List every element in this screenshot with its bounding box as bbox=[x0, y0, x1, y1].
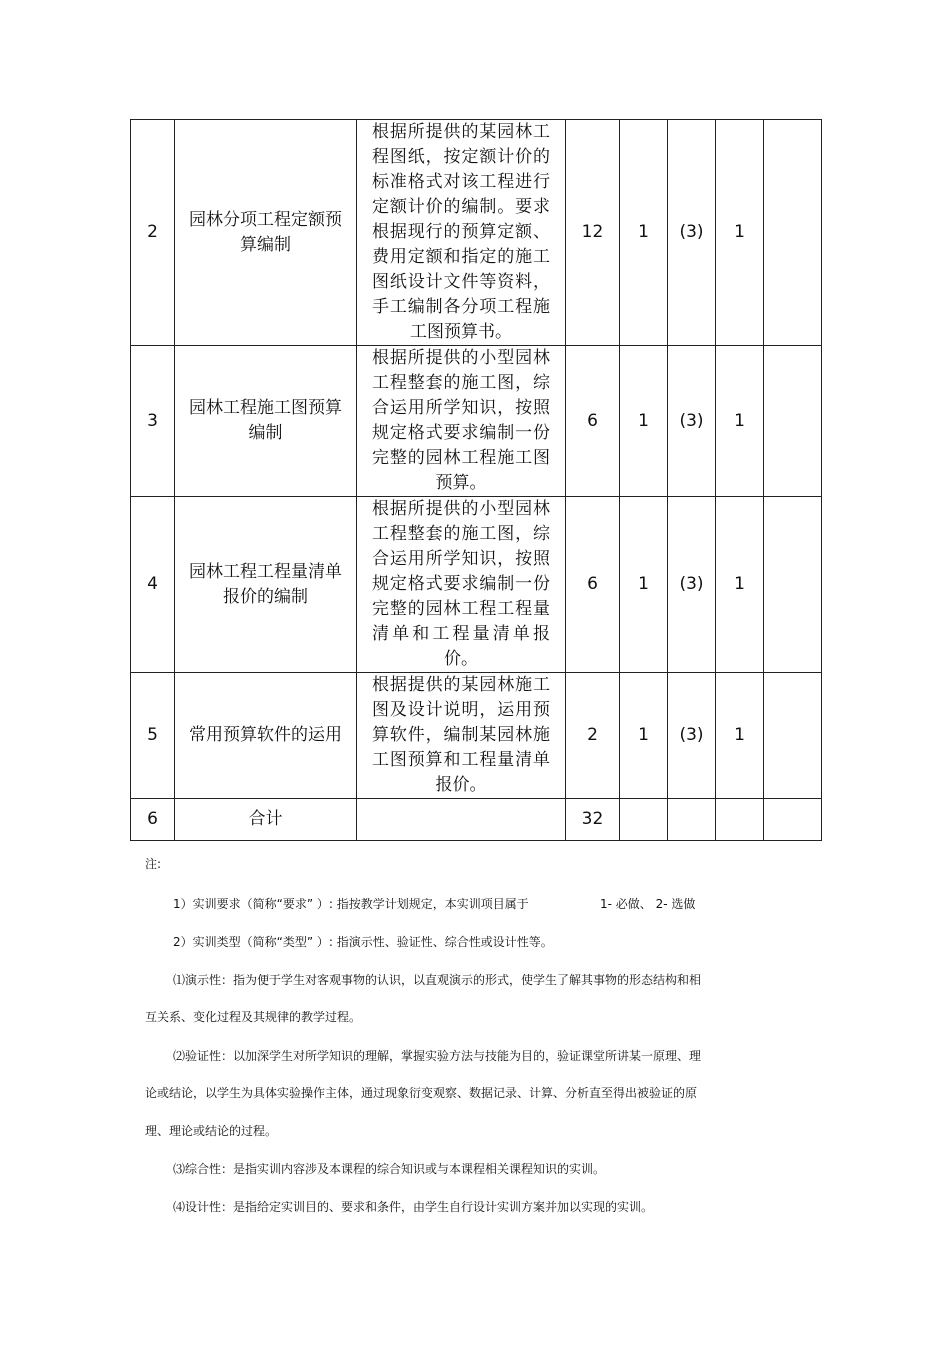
project-name-cell bbox=[175, 799, 357, 841]
project-description-cell bbox=[357, 346, 566, 497]
table-row bbox=[131, 120, 822, 346]
note-requirement-values: 1- 必做、 2- 选做 bbox=[600, 897, 696, 911]
row-number: 6 bbox=[131, 799, 175, 841]
col8-cell bbox=[764, 346, 822, 497]
total-hours-cell: 32 bbox=[566, 799, 620, 841]
note-verification-line1: ⑵验证性：以加深学生对所学知识的理解，掌握实验方法与技能为目的，验证课堂所讲某一原理、理 bbox=[173, 1049, 702, 1063]
row-number: 4 bbox=[131, 497, 175, 673]
col5-cell: 1 bbox=[620, 497, 668, 673]
hours-cell: 6 bbox=[566, 346, 620, 497]
col6-cell: (3) bbox=[668, 673, 716, 799]
project-description-cell bbox=[357, 799, 566, 841]
row-number: 2 bbox=[131, 120, 175, 346]
col5-cell: 1 bbox=[620, 673, 668, 799]
col5-cell bbox=[620, 799, 668, 841]
col8-cell bbox=[764, 673, 822, 799]
note-demonstrative-line2: 互关系、变化过程及其规律的教学过程。 bbox=[145, 1010, 362, 1024]
row-number: 3 bbox=[131, 346, 175, 497]
project-name-cell bbox=[175, 346, 357, 497]
note-design: ⑷设计性：是指给定实训目的、要求和条件，由学生自行设计实训方案并加以实现的实训。 bbox=[173, 1200, 654, 1214]
col6-cell: (3) bbox=[668, 497, 716, 673]
project-name-cell bbox=[175, 497, 357, 673]
note-verification-line3: 理、理论或结论的过程。 bbox=[145, 1124, 278, 1138]
table-row bbox=[131, 346, 822, 497]
col5-cell: 1 bbox=[620, 120, 668, 346]
project-description-cell bbox=[357, 497, 566, 673]
project-name: 园林分项工程定额预算编制 bbox=[189, 209, 342, 255]
hours-cell: 2 bbox=[566, 673, 620, 799]
row-number: 5 bbox=[131, 673, 175, 799]
col6-cell: (3) bbox=[668, 120, 716, 346]
total-row bbox=[131, 799, 822, 841]
project-name: 常用预算软件的运用 bbox=[189, 725, 342, 745]
project-name: 园林工程工程量清单报价的编制 bbox=[189, 561, 342, 607]
note-comprehensive: ⑶综合性：是指实训内容涉及本课程的综合知识或与本课程相关课程知识的实训。 bbox=[173, 1162, 606, 1176]
hours-cell: 12 bbox=[566, 120, 620, 346]
col7-cell: 1 bbox=[716, 346, 764, 497]
col8-cell bbox=[764, 497, 822, 673]
hours-cell: 6 bbox=[566, 497, 620, 673]
col5-cell: 1 bbox=[620, 346, 668, 497]
project-name-cell bbox=[175, 673, 357, 799]
col7-cell: 1 bbox=[716, 120, 764, 346]
table-row bbox=[131, 673, 822, 799]
col8-cell bbox=[764, 799, 822, 841]
col8-cell bbox=[764, 120, 822, 346]
table-row bbox=[131, 497, 822, 673]
note-verification-line2: 论或结论，以学生为具体实验操作主体，通过现象衍变观察、数据记录、计算、分析直至得出被验证的原 bbox=[145, 1086, 698, 1100]
col6-cell bbox=[668, 799, 716, 841]
course-table bbox=[130, 119, 822, 841]
note-requirement: 1）实训要求（简称“要求” ）: 指按教学计划规定，本实训项目属于 bbox=[173, 897, 529, 911]
project-name: 园林工程施工图预算编制 bbox=[189, 398, 342, 443]
project-description: 根据所提供的小型园林工程整套的施工图，综合运用所学知识，按照规定格式要求编制一份完整的园林工程工程量清单和工程量清单报价。 bbox=[372, 499, 550, 669]
col6-cell: (3) bbox=[668, 346, 716, 497]
note-type: 2）实训类型（简称“类型” ）: 指演示性、验证性、综合性或设计性等。 bbox=[173, 935, 553, 949]
project-name-cell bbox=[175, 120, 357, 346]
col7-cell bbox=[716, 799, 764, 841]
total-label: 合计 bbox=[248, 809, 283, 829]
col7-cell: 1 bbox=[716, 497, 764, 673]
note-demonstrative-line1: ⑴演示性：指为便于学生对客观事物的认识，以直观演示的形式，使学生了解其事物的形态结构和相 bbox=[173, 973, 702, 987]
project-description-cell bbox=[357, 673, 566, 799]
project-description: 根据所提供的某园林工程图纸，按定额计价的标准格式对该工程进行定额计价的编制。要求根据现行的预算定额、费用定额和指定的施工图纸设计文件等资料，手工编制各分项工程施工图预算书。 bbox=[372, 122, 550, 342]
col7-cell: 1 bbox=[716, 673, 764, 799]
project-description: 根据所提供的小型园林工程整套的施工图，综合运用所学知识，按照规定格式要求编制一份完整的园林工程施工图预算。 bbox=[372, 348, 550, 493]
notes-title: 注: bbox=[145, 857, 162, 871]
project-description: 根据提供的某园林施工图及设计说明，运用预算软件，编制某园林施工图预算和工程量清单报价。 bbox=[372, 675, 550, 795]
project-description-cell bbox=[357, 120, 566, 346]
